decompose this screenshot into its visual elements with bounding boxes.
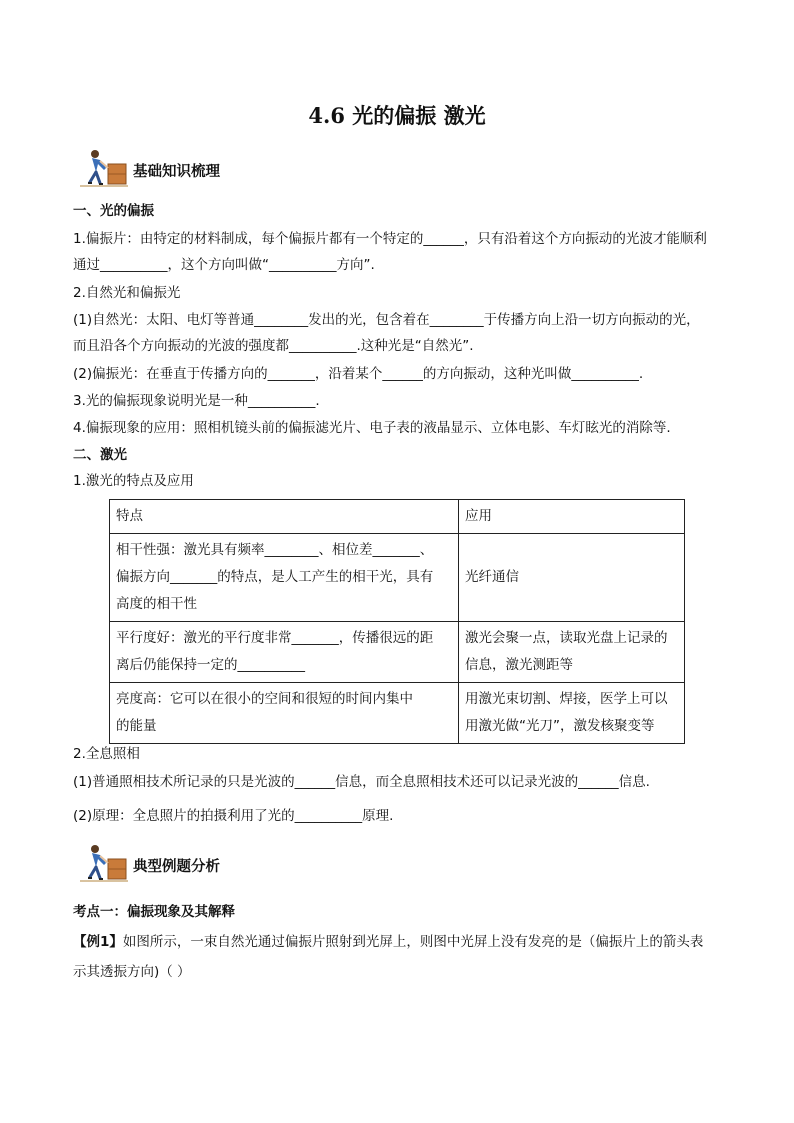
paragraph-line: 3.光的偏振现象说明光是一种__________. xyxy=(73,393,320,409)
example-label: 【例1】 xyxy=(73,934,123,950)
cell-line: 激光会聚一点，读取光盘上记录的 xyxy=(465,630,668,646)
paragraph-line: (1)普通照相技术所记录的只是光波的______信息，而全息照相技术还可以记录光波的______信息. xyxy=(73,774,650,790)
paragraph-line: (2)原理：全息照片的拍摄利用了光的__________原理. xyxy=(73,808,394,824)
person-pushing-box-icon xyxy=(78,148,130,190)
cell-line: 相干性强：激光具有频率________、相位差_______、 xyxy=(116,542,434,558)
part-heading: 一、光的偏振 xyxy=(73,203,154,219)
page-title: 4.6 光的偏振 激光 xyxy=(308,103,486,128)
cell-line: 偏振方向_______的特点，是人工产生的相干光，具有 xyxy=(116,569,434,585)
table-row xyxy=(110,622,685,683)
table-cell xyxy=(459,622,685,683)
example-line: 示其透振方向)（ ） xyxy=(73,964,191,980)
cell-line: 离后仍能保持一定的__________ xyxy=(116,657,305,673)
table-header: 特点 xyxy=(110,500,459,534)
paragraph-line: 2.全息照相 xyxy=(73,746,140,762)
table-header-row xyxy=(110,500,685,534)
cell-line: 信息，激光测距等 xyxy=(465,657,573,673)
table-cell xyxy=(110,534,459,622)
part-heading: 二、激光 xyxy=(73,447,127,463)
cell-line: 的能量 xyxy=(116,718,157,734)
paragraph-line: (2)偏振光：在垂直于传播方向的_______，沿着某个______的方向振动，这种光叫做__________. xyxy=(73,366,644,382)
table-cell xyxy=(459,534,685,622)
cell-line: 用激光束切割、焊接，医学上可以 xyxy=(465,691,668,707)
cell-line: 用激光做“光刀”，激发核聚变等 xyxy=(465,718,655,734)
kaodian-heading: 考点一：偏振现象及其解释 xyxy=(73,904,235,920)
cell-line: 高度的相干性 xyxy=(116,596,197,612)
person-pushing-box-icon xyxy=(78,843,130,885)
section-banner-examples xyxy=(78,843,378,885)
table-row xyxy=(110,683,685,744)
section-heading: 基础知识梳理 xyxy=(133,164,220,180)
section-banner-basics xyxy=(78,148,378,190)
paragraph-line: 1.偏振片：由特定的材料制成，每个偏振片都有一个特定的______，只有沿着这个方向振动的光波才能顺利 xyxy=(73,231,707,247)
table-cell xyxy=(110,683,459,744)
paragraph-line: 2.自然光和偏振光 xyxy=(73,285,181,301)
laser-features-table xyxy=(109,499,685,744)
cell-line: 光纤通信 xyxy=(465,569,519,585)
paragraph-line: 通过__________，这个方向叫做“__________方向”. xyxy=(73,257,375,273)
cell-line: 平行度好：激光的平行度非常_______，传播很远的距 xyxy=(116,630,434,646)
table-cell xyxy=(110,622,459,683)
table-row xyxy=(110,534,685,622)
table-cell xyxy=(459,683,685,744)
example-line xyxy=(73,934,703,950)
table-header: 应用 xyxy=(459,500,685,534)
example-text: 如图所示，一束自然光通过偏振片照射到光屏上，则图中光屏上没有发亮的是（偏振片上的箭头表 xyxy=(122,934,704,950)
paragraph-line: (1)自然光：太阳、电灯等普通________发出的光，包含着在________于传播方向上沿一切方向振动的光， xyxy=(73,312,700,328)
paragraph-line: 1.激光的特点及应用 xyxy=(73,473,194,489)
cell-line: 亮度高：它可以在很小的空间和很短的时间内集中 xyxy=(116,691,413,707)
section-heading: 典型例题分析 xyxy=(133,859,220,875)
paragraph-line: 而且沿各个方向振动的光波的强度都__________.这种光是“自然光”. xyxy=(73,338,474,354)
paragraph-line: 4.偏振现象的应用：照相机镜头前的偏振滤光片、电子表的液晶显示、立体电影、车灯眩光的消除等. xyxy=(73,420,671,436)
